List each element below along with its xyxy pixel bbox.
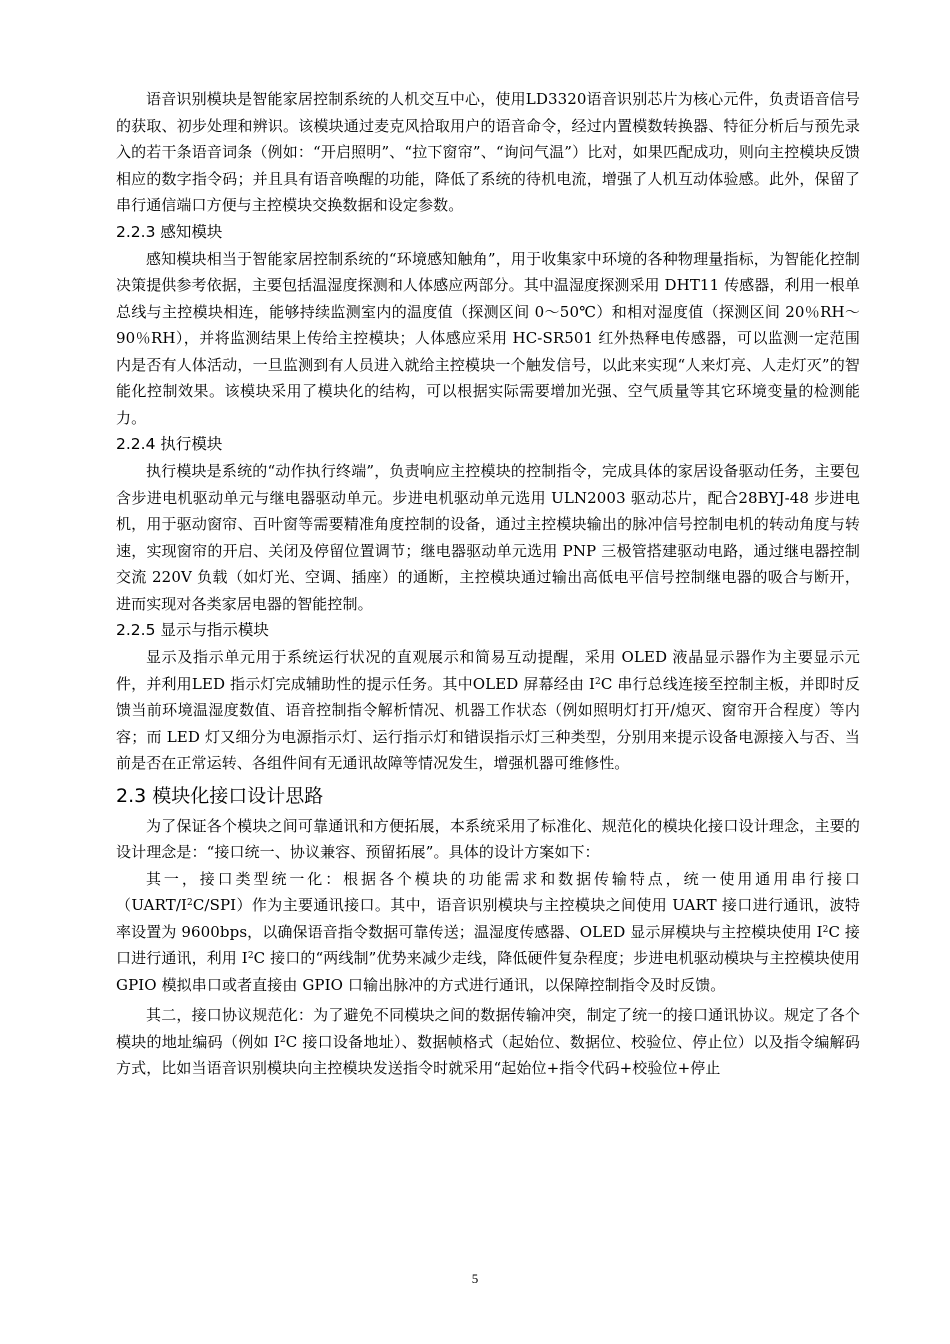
heading-2-3: 2.3 模块化接口设计思路 bbox=[116, 784, 324, 807]
superscript: 2 bbox=[594, 676, 601, 687]
paragraph-display-module bbox=[116, 644, 860, 777]
text-run: C 接口的“两线制”优势来减少走线，降低硬件复杂程度；步进电机驱动模块与主控模块使用 GPIO 模拟串口或者直接由 GPIO 口输出脉冲的方式进行通讯，以保障控制指令及时反馈。 bbox=[116, 949, 860, 994]
text-run: 显示及指示单元用于系统运行状况的直观展示和简易互动提醒，采用 OLED 液晶显示器作为主要显示元件，并利用LED 指示灯完成辅助性的提示任务。其中OLED 屏幕经由 I bbox=[116, 648, 860, 693]
text-run: C 串行总线连接至控制主板，并即时反馈当前环境温湿度数值、语音控制指令解析情况、机器工作状态（例如照明灯打开/熄灭、窗帘开合程度）等内容；而 LED 灯又细分为电源指示灯、运行指示灯和错误指示灯三种类型，分别用来提示设备电源接入与否、当前是否在正常运转、各组件间有无通讯故障等情况发生，增强机器可维修性。 bbox=[116, 674, 860, 772]
text-run: C/SPI）作为主要通讯接口。其中，语音识别模块与主控模块之间使用 UART 接口进行通讯，波特率设置为 9600bps，以确保语音指令数据可靠传送；温湿度传感器、OLED 显示屏模块与主控模块使用 I bbox=[116, 896, 860, 941]
heading-2-2-4: 2.2.4 执行模块 bbox=[116, 435, 223, 453]
superscript: 2 bbox=[187, 898, 193, 908]
paragraph-interface-intro: 为了保证各个模块之间可靠通讯和方便拓展，本系统采用了标准化、规范化的模块化接口设计理念，主要的设计理念是：“接口统一、协议兼容、预留拓展”。具体的设计方案如下： bbox=[116, 816, 860, 861]
paragraph-sensing-module: 感知模块相当于智能家居控制系统的“环境感知触角”，用于收集家中环境的各种物理量指标，为智能化控制决策提供参考依据，主要包括温湿度探测和人体感应两部分。其中温湿度探测采用 DHT11 传感器，利用一根单总线与主控模块相连，能够持续监测室内的温度值（探测区间 0～50℃）和相对湿度值（探测区间 20％RH～90％RH），并将监测结果上传给主控模块；人体感应采用 HC-SR501 红外热释电传感器，可以监测一定范围内是否有人体活动，一旦监测到有人员进入就给主控模块一个触发信号，以此来实现“人来灯亮、人走灯灭”的智能化控制效果。该模块采用了模块化的结构，可以根据实际需要增加光强、空气质量等其它环境变量的检测能力。 bbox=[116, 249, 860, 427]
superscript: 2 bbox=[822, 924, 829, 935]
heading-2-2-3: 2.2.3 感知模块 bbox=[116, 222, 223, 241]
heading-2-2-5: 2.2.5 显示与指示模块 bbox=[116, 621, 269, 639]
document-page bbox=[116, 86, 860, 1082]
paragraph-execution-module: 执行模块是系统的“动作执行终端”，负责响应主控模块的控制指令，完成具体的家居设备驱动任务，主要包含步进电机驱动单元与继电器驱动单元。步进电机驱动单元选用 ULN2003 驱动芯片，配合28BYJ-48 步进电机，用于驱动窗帘、百叶窗等需要精准角度控制的设备，通过主控模块输出的脉冲信号控制电机的转动角度与转速，实现窗帘的开启、关闭及停留位置调节；继电器驱动单元选用 PNP 三极管搭建驱动电路，通过继电器控制交流 220V 负载（如灯光、空调、插座）的通断，主控模块通过输出高低电平信号控制继电器的吸合与断开，进而实现对各类家居电器的智能控制。 bbox=[116, 462, 860, 613]
text-run: 其一，接口类型统一化：根据各个模块的功能需求和数据传输特点，统一使用通用串行接口（UART/I bbox=[116, 869, 860, 914]
superscript: 2 bbox=[279, 1034, 286, 1045]
superscript: 2 bbox=[247, 951, 254, 961]
paragraph-interface-protocol bbox=[116, 1002, 860, 1082]
text-run: C 接口进行通讯，利用 I bbox=[116, 922, 861, 967]
text-run: C 接口设备地址）、数据帧格式（起始位、数据位、校验位、停止位）以及指令编解码方式，比如当语音识别模块向主控模块发送指令时就采用“起始位+指令代码+校验位+停止 bbox=[116, 1032, 860, 1077]
page-number: 5 bbox=[471, 1271, 479, 1286]
text-run: 其二，接口协议规范化：为了避免不同模块之间的数据传输冲突，制定了统一的接口通讯协议。规定了各个模块的地址编码（例如 I bbox=[116, 1006, 860, 1051]
paragraph-interface-type bbox=[116, 866, 860, 999]
paragraph-voice-module: 语音识别模块是智能家居控制系统的人机交互中心，使用LD3320语音识别芯片为核心元件，负责语音信号的获取、初步处理和辨识。该模块通过麦克风拾取用户的语音命令，经过内置模数转换器、特征分析后与预先录入的若干条语音词条（例如：“开启照明”、“拉下窗帘”、“询问气温”）比对，如果匹配成功，则向主控模块反馈相应的数字指令码；并且具有语音唤醒的功能，降低了系统的待机电流，增强了人机互动体验感。此外，保留了串行通信端口方便与主控模块交换数据和设定参数。 bbox=[116, 90, 860, 214]
